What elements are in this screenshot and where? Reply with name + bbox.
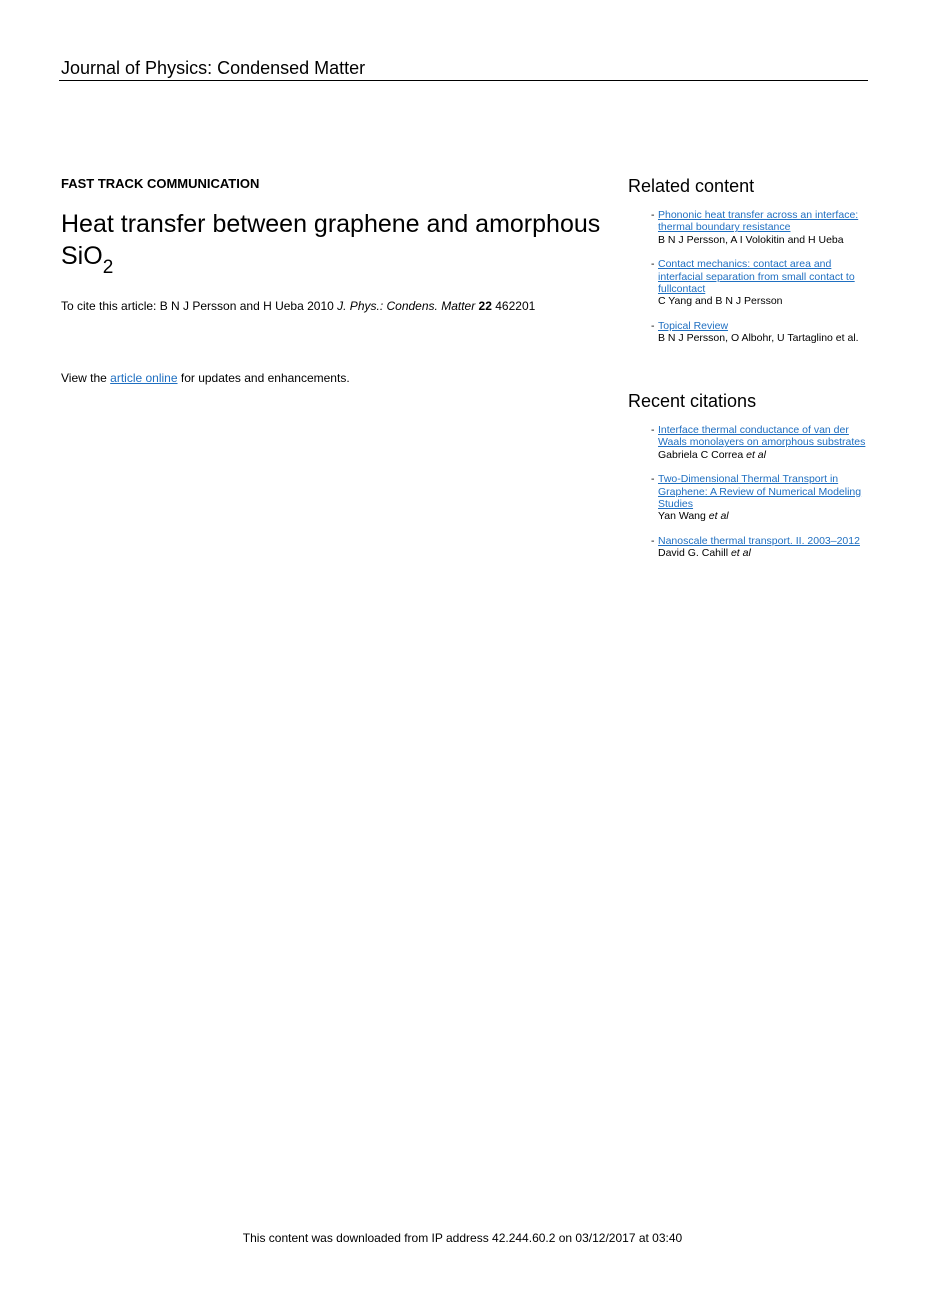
article-online-link[interactable]: article online bbox=[110, 371, 178, 385]
list-dash: - bbox=[651, 473, 655, 486]
citation-article-number: 462201 bbox=[495, 299, 536, 313]
list-dash: - bbox=[651, 534, 655, 547]
view-online-suffix: for updates and enhancements. bbox=[177, 371, 350, 385]
related-content-heading: Related content bbox=[628, 176, 755, 196]
view-online-prefix: View the bbox=[61, 371, 111, 385]
recent-citations-list bbox=[651, 424, 867, 572]
view-online-line bbox=[61, 371, 350, 386]
citation-author-etal: et al bbox=[746, 448, 766, 461]
related-item-link[interactable]: Phononic heat transfer across an interface: thermal boundary resistance bbox=[658, 209, 859, 234]
citation-volume: 22 bbox=[478, 299, 492, 313]
list-dash: - bbox=[651, 424, 655, 436]
citation-prefix: To cite this article: B N J Persson and H Ueba 2010 bbox=[61, 299, 338, 313]
citation-author-etal: et al bbox=[730, 547, 751, 560]
article-title-subscript: 2 bbox=[102, 257, 114, 278]
citation-item-authors bbox=[658, 547, 867, 559]
citation-item bbox=[651, 424, 867, 461]
related-item-link[interactable]: Contact mechanics: contact area and interfacial separation from small contact to fullcontact bbox=[658, 258, 855, 296]
citation-author-names: David G. Cahill bbox=[658, 547, 731, 560]
related-item-authors: C Yang and B N J Persson bbox=[658, 295, 783, 308]
related-item-authors: B N J Persson, A I Volokitin and H Ueba bbox=[658, 233, 844, 246]
list-dash: - bbox=[651, 258, 655, 271]
citation-line bbox=[61, 299, 535, 314]
list-dash: - bbox=[651, 209, 655, 221]
list-dash: - bbox=[651, 319, 655, 332]
citation-author-etal: et al bbox=[708, 510, 729, 523]
citation-author-names: Gabriela C Correa bbox=[658, 448, 747, 461]
related-item-authors: B N J Persson, O Albohr, U Tartaglino et al. bbox=[658, 332, 859, 345]
recent-citations-heading: Recent citations bbox=[628, 391, 757, 411]
article-title bbox=[61, 208, 616, 278]
citation-item-authors bbox=[658, 510, 867, 522]
citation-item-link[interactable]: Two-Dimensional Thermal Transport in Graphene: A Review of Numerical Modeling Studies bbox=[658, 473, 862, 511]
article-title-main: Heat transfer between graphene and amorphous SiO bbox=[61, 210, 601, 270]
article-type-label: FAST TRACK COMMUNICATION bbox=[61, 176, 260, 191]
related-item bbox=[651, 320, 867, 345]
download-footer-note: This content was downloaded from IP address 42.244.60.2 on 03/12/2017 at 03:40 bbox=[242, 1231, 683, 1245]
citation-item bbox=[651, 535, 867, 560]
citation-item-authors bbox=[658, 449, 867, 461]
citation-item-link[interactable]: Interface thermal conductance of van der Waals monolayers on amorphous substrates bbox=[658, 424, 866, 449]
related-item bbox=[651, 258, 867, 308]
related-item-link[interactable]: Topical Review bbox=[658, 319, 729, 332]
citation-item-link[interactable]: Nanoscale thermal transport. II. 2003–2012 bbox=[658, 534, 860, 547]
journal-header: Journal of Physics: Condensed Matter bbox=[61, 58, 366, 78]
citation-author-names: Yan Wang bbox=[658, 510, 709, 523]
header-divider bbox=[59, 80, 868, 81]
citation-item bbox=[651, 473, 867, 523]
citation-journal: J. Phys.: Condens. Matter bbox=[337, 299, 476, 313]
related-item bbox=[651, 209, 867, 246]
related-content-list bbox=[651, 209, 867, 357]
